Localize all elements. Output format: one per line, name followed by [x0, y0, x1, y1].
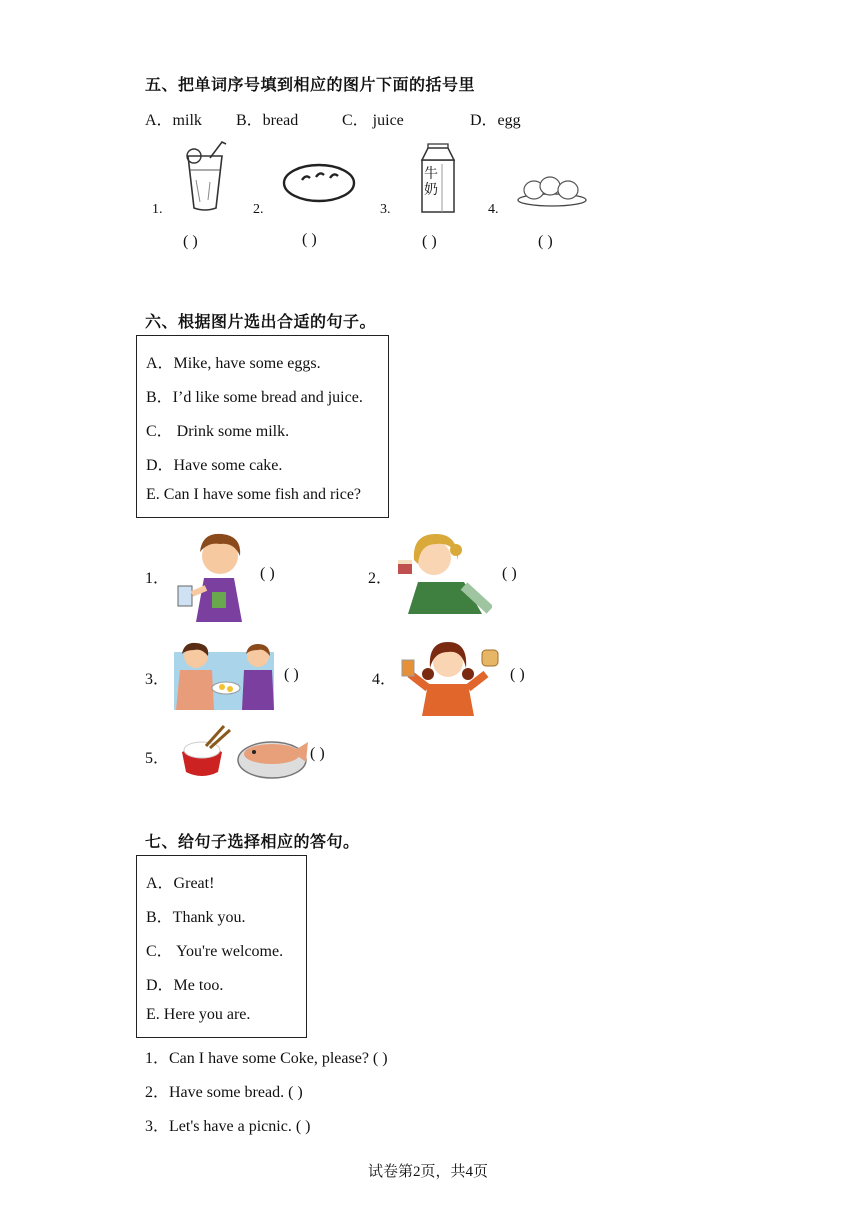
- section6-item-4-blank[interactable]: ( ): [510, 666, 525, 683]
- section6-option-e: E. Can I have some fish and rice?: [146, 486, 362, 503]
- milk-carton-label: 牛奶: [424, 166, 438, 198]
- section7-option-b: B．Thank you.: [146, 909, 246, 926]
- section6-option-b: B．I’d like some bread and juice.: [146, 389, 363, 406]
- section6-item-3-number: 3．: [145, 671, 170, 688]
- juice-glass-icon: [180, 140, 230, 214]
- page-footer: 试卷第2页，共4页: [368, 1164, 489, 1180]
- girl-bread-juice-icon: [398, 638, 502, 716]
- section7-question-2[interactable]: 2．Have some bread. ( ): [145, 1084, 303, 1101]
- section5-option-a: A．milk: [145, 112, 202, 129]
- section7-question-1[interactable]: 1．Can I have some Coke, please? ( ): [145, 1050, 388, 1067]
- section6-item-2-blank[interactable]: ( ): [502, 565, 517, 582]
- section5-option-c: C． juice: [342, 112, 404, 129]
- section6-option-a: A．Mike, have some eggs.: [146, 355, 321, 372]
- section5-picture-3-number: 3.: [380, 202, 391, 217]
- section6-item-4-number: 4．: [372, 671, 397, 688]
- section7-title: 七、给句子选择相应的答句。: [145, 832, 360, 851]
- section6-options-box: [136, 335, 389, 518]
- section5-picture-4-blank[interactable]: ( ): [538, 233, 553, 250]
- section6-item-1-number: 1．: [145, 570, 170, 587]
- section6-item-3-blank[interactable]: ( ): [284, 666, 299, 683]
- section7-option-d: D．Me too.: [146, 977, 224, 994]
- section7-option-a: A．Great!: [146, 875, 215, 892]
- rice-fish-icon: [180, 722, 310, 782]
- eggs-plate-icon: [516, 172, 588, 208]
- section5-option-d: D．egg: [470, 112, 521, 129]
- section5-title: 五、把单词序号填到相应的图片下面的括号里: [145, 75, 476, 94]
- section6-option-d: D．Have some cake.: [146, 457, 283, 474]
- section7-question-3[interactable]: 3．Let's have a picnic. ( ): [145, 1118, 311, 1135]
- section7-options-box: [136, 855, 307, 1038]
- section5-picture-3-blank[interactable]: ( ): [422, 233, 437, 250]
- two-kids-eggs-icon: [174, 642, 274, 710]
- section6-item-5-blank[interactable]: ( ): [310, 745, 325, 762]
- section5-picture-1-number: 1.: [152, 202, 163, 217]
- section6-item-2-number: 2．: [368, 570, 393, 587]
- section5-picture-4-number: 4.: [488, 202, 499, 217]
- bread-loaf-icon: [282, 162, 356, 204]
- girl-cake-icon: [396, 530, 492, 614]
- section6-option-c: C． Drink some milk.: [146, 423, 290, 440]
- section5-picture-2-blank[interactable]: ( ): [302, 231, 317, 248]
- section7-option-e: E. Here you are.: [146, 1006, 251, 1023]
- section5-option-b: B．bread: [236, 112, 299, 129]
- section7-option-c: C． You're welcome.: [146, 943, 284, 960]
- boy-milk-icon: [172, 528, 254, 622]
- section6-item-5-number: 5．: [145, 750, 170, 767]
- section5-picture-2-number: 2.: [253, 202, 264, 217]
- section6-title: 六、根据图片选出合适的句子。: [145, 312, 377, 331]
- section6-item-1-blank[interactable]: ( ): [260, 565, 275, 582]
- section5-picture-1-blank[interactable]: ( ): [183, 233, 198, 250]
